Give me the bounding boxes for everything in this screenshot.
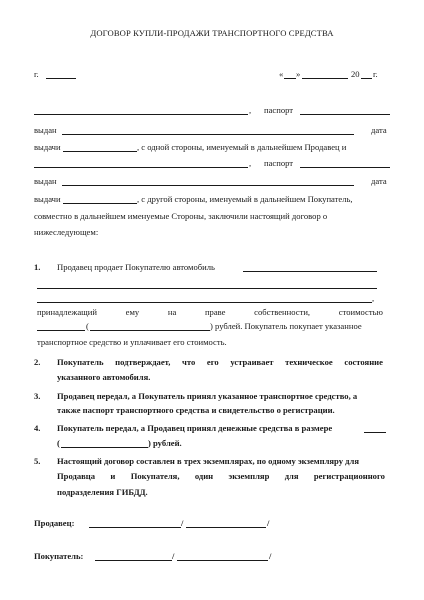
date-label: дата xyxy=(371,125,387,135)
item-4-number: 4. xyxy=(34,423,41,433)
buyer-issued-by-field[interactable] xyxy=(62,185,354,186)
item-1-line-1: Продавец продает Покупателю автомобиль xyxy=(57,262,215,272)
buyer-passport-field[interactable] xyxy=(300,167,390,168)
item-5-number: 5. xyxy=(34,456,41,466)
item-3-line-1: Продавец передал, а Покупатель принял указанное транспортное средство, а xyxy=(57,391,358,401)
day-field[interactable] xyxy=(284,78,296,79)
buyer-signature-field[interactable] xyxy=(95,560,172,561)
date-open-quote: « xyxy=(279,69,284,79)
word: регистрационного xyxy=(313,471,385,481)
issue-date-label: выдачи xyxy=(34,142,61,152)
seller-name-print-field[interactable] xyxy=(186,527,266,528)
car-details-field-2[interactable] xyxy=(37,302,372,303)
year-suffix: г. xyxy=(373,69,378,79)
passport-label: паспорт xyxy=(264,105,294,115)
comma: , xyxy=(249,158,252,168)
seller-passport-field[interactable] xyxy=(300,114,390,115)
item-1-price-tail: ) рублей. Покупатель покупает указанное xyxy=(210,321,362,331)
seller-signature-label: Продавец: xyxy=(34,518,75,528)
word: и xyxy=(110,471,116,481)
comma: , xyxy=(249,105,252,115)
buyer-signature-label: Покупатель: xyxy=(34,551,84,561)
buyer-issue-date-field[interactable] xyxy=(63,203,137,204)
item-4-line-2-tail: ) рублей. xyxy=(148,438,182,448)
word: что xyxy=(182,357,196,367)
price-open-paren: ( xyxy=(86,321,89,331)
word: подтверждает, xyxy=(115,357,171,367)
buyer-name-print-field[interactable] xyxy=(177,560,268,561)
signature-slash: / xyxy=(269,551,272,561)
word: Покупателя, xyxy=(130,471,180,481)
parties-line-1: совместно в дальнейшем именуемые Стороны, заключили настоящий договор о xyxy=(34,211,328,221)
item-3-line-2: также паспорт транспортного средства и свидетельство о регистрации. xyxy=(57,405,335,415)
word: собственности, xyxy=(254,307,311,317)
page-title: ДОГОВОР КУПЛИ-ПРОДАЖИ ТРАНСПОРТНОГО СРЕДСТВА xyxy=(90,28,334,38)
comma: , xyxy=(372,293,375,303)
date-label: дата xyxy=(371,176,387,186)
year-prefix: 20 xyxy=(351,69,360,79)
amount-words-field[interactable] xyxy=(61,447,148,448)
word: устраивает xyxy=(230,357,274,367)
issued-label: выдан xyxy=(34,125,57,135)
amount-digits-field[interactable] xyxy=(364,432,386,433)
word: праве xyxy=(204,307,226,317)
item-2-line-2: указанного автомобиля. xyxy=(57,372,151,382)
month-field[interactable] xyxy=(302,78,348,79)
parties-line-2: нижеследующем: xyxy=(34,227,99,237)
seller-issue-date-field[interactable] xyxy=(63,151,137,152)
seller-issued-by-field[interactable] xyxy=(62,134,354,135)
buyer-name-field[interactable] xyxy=(34,167,248,168)
signature-slash: / xyxy=(172,551,175,561)
city-field[interactable] xyxy=(46,78,76,79)
price-digits-field[interactable] xyxy=(37,330,85,331)
word: принадлежащий xyxy=(37,307,97,317)
buyer-clause: , с другой стороны, именуемый в дальнейшем Покупатель, xyxy=(137,194,353,204)
word: Продавца xyxy=(57,471,96,481)
seller-signature-field[interactable] xyxy=(89,527,181,528)
passport-label: паспорт xyxy=(264,158,294,168)
item-5-line-2 xyxy=(57,471,385,482)
item-5-line-3: подразделения ГИБДД. xyxy=(57,487,148,497)
word: техническое xyxy=(285,357,333,367)
item-2-line-1 xyxy=(57,357,383,368)
seller-name-field[interactable] xyxy=(34,114,248,115)
item-5-line-1: Настоящий договор составлен в трех экземплярах, по одному экземпляру для xyxy=(57,456,359,466)
word: состояние xyxy=(344,357,383,367)
item-1-last-line: транспортное средство и уплачивает его стоимость. xyxy=(37,337,227,347)
car-details-field-1[interactable] xyxy=(37,288,377,289)
word: стоимостью xyxy=(338,307,383,317)
word: на xyxy=(167,307,177,317)
date-close-quote: » xyxy=(296,69,301,79)
city-prefix: г. xyxy=(34,69,39,79)
item-1-owned-line xyxy=(37,307,383,318)
issue-date-label: выдачи xyxy=(34,194,61,204)
word: Покупатель xyxy=(57,357,104,367)
signature-slash: / xyxy=(181,518,184,528)
word: ему xyxy=(125,307,140,317)
word: один xyxy=(194,471,214,481)
word: его xyxy=(206,357,219,367)
item-2-number: 2. xyxy=(34,357,41,367)
item-4-line-1: Покупатель передал, а Продавец принял денежные средства в размере xyxy=(57,423,333,433)
price-words-field[interactable] xyxy=(90,330,210,331)
year-field[interactable] xyxy=(361,78,372,79)
signature-slash: / xyxy=(267,518,270,528)
item-4-open-paren: ( xyxy=(57,438,60,448)
car-model-field[interactable] xyxy=(243,271,377,272)
word: для xyxy=(284,471,299,481)
word: экземпляр xyxy=(228,471,270,481)
issued-label: выдан xyxy=(34,176,57,186)
seller-clause: , с одной стороны, именуемый в дальнейшем Продавец и xyxy=(137,142,347,152)
item-1-number: 1. xyxy=(34,262,41,272)
item-3-number: 3. xyxy=(34,391,41,401)
